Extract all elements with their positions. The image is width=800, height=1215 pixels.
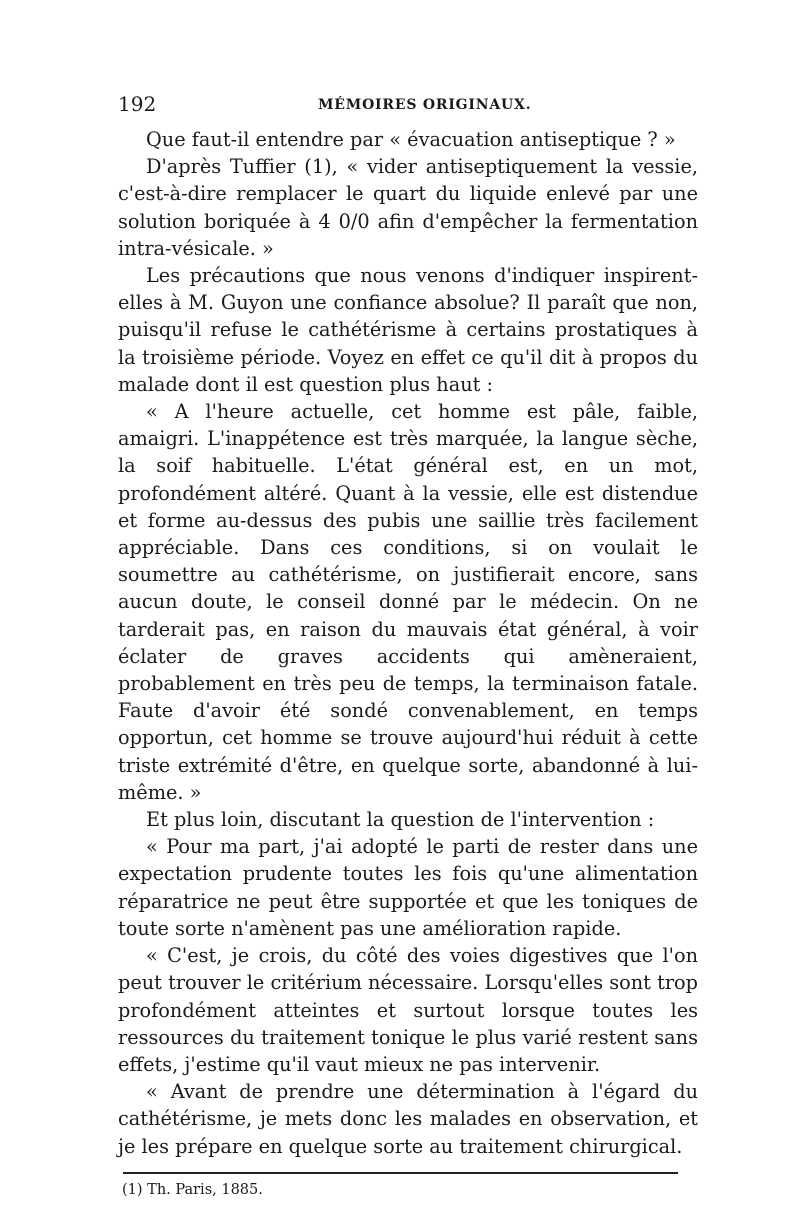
footnote-divider	[123, 1172, 678, 1174]
paragraph: D'après Tuffier (1), « vider antiseptiquement la vessie, c'est-à-dire remplacer le quart du liquide enlevé par une solution boriquée à 4 0/0 afin d'empêcher la fermentation intra-vésicale. »	[118, 155, 698, 260]
paragraph: Et plus loin, discutant la question de l'intervention :	[146, 808, 655, 832]
paragraph: Que faut-il entendre par « évacuation antiseptique ? »	[146, 128, 676, 151]
body-text	[118, 126, 698, 1160]
page-number: 192	[118, 92, 157, 116]
paragraph: « Pour ma part, j'ai adopté le parti de rester dans une expectation prudente toutes les fois qu'une alimentation réparatrice ne peut être supportée et que les toniques de toute sorte n'amènent pas une amélioration rapide.	[118, 835, 698, 940]
page-header	[118, 92, 698, 122]
footnote: (1) Th. Paris, 1885.	[122, 1181, 263, 1198]
paragraph: « Avant de prendre une détermination à l'égard du cathétérisme, je mets donc les malades en observation, et je les prépare en quelque sorte au traitement chirurgical.	[118, 1080, 698, 1158]
running-title: MÉMOIRES ORIGINAUX.	[318, 97, 532, 113]
paragraph: Les précautions que nous venons d'indiquer inspirent-elles à M. Guyon une confiance absolue? Il paraît que non, puisqu'il refuse le cathétérisme à certains prostatiques à la troisième période. Voyez en effet ce qu'il dit à propos du malade dont il est question plus haut :	[118, 264, 698, 396]
paragraph: « C'est, je crois, du côté des voies digestives que l'on peut trouver le critérium nécessaire. Lorsqu'elles sont trop profondément atteintes et surtout lorsque toutes les ressources du traitement tonique le plus varié restent sans effets, j'estime qu'il vaut mieux ne pas intervenir.	[118, 944, 698, 1076]
paragraph: « A l'heure actuelle, cet homme est pâle, faible, amaigri. L'inappétence est très marquée, la langue sèche, la soif habituelle. L'état général est, en un mot, profondément altéré. Quant à la vessie, elle est distendue et forme au-dessus des pubis une saillie très facilement appréciable. Dans ces conditions, si on voulait le soumettre au cathétérisme, on justifierait encore, sans aucun doute, le conseil donné par le médecin. On ne tarderait pas, en raison du mauvais état général, à voir éclater de graves accidents qui amèneraient, probablement en très peu de temps, la terminaison fatale. Faute d'avoir été sondé convenablement, en temps opportun, cet homme se trouve aujourd'hui réduit à cette triste extrémité d'être, en quelque sorte, abandonné à lui-même. »	[118, 400, 698, 804]
book-page	[118, 92, 698, 1198]
